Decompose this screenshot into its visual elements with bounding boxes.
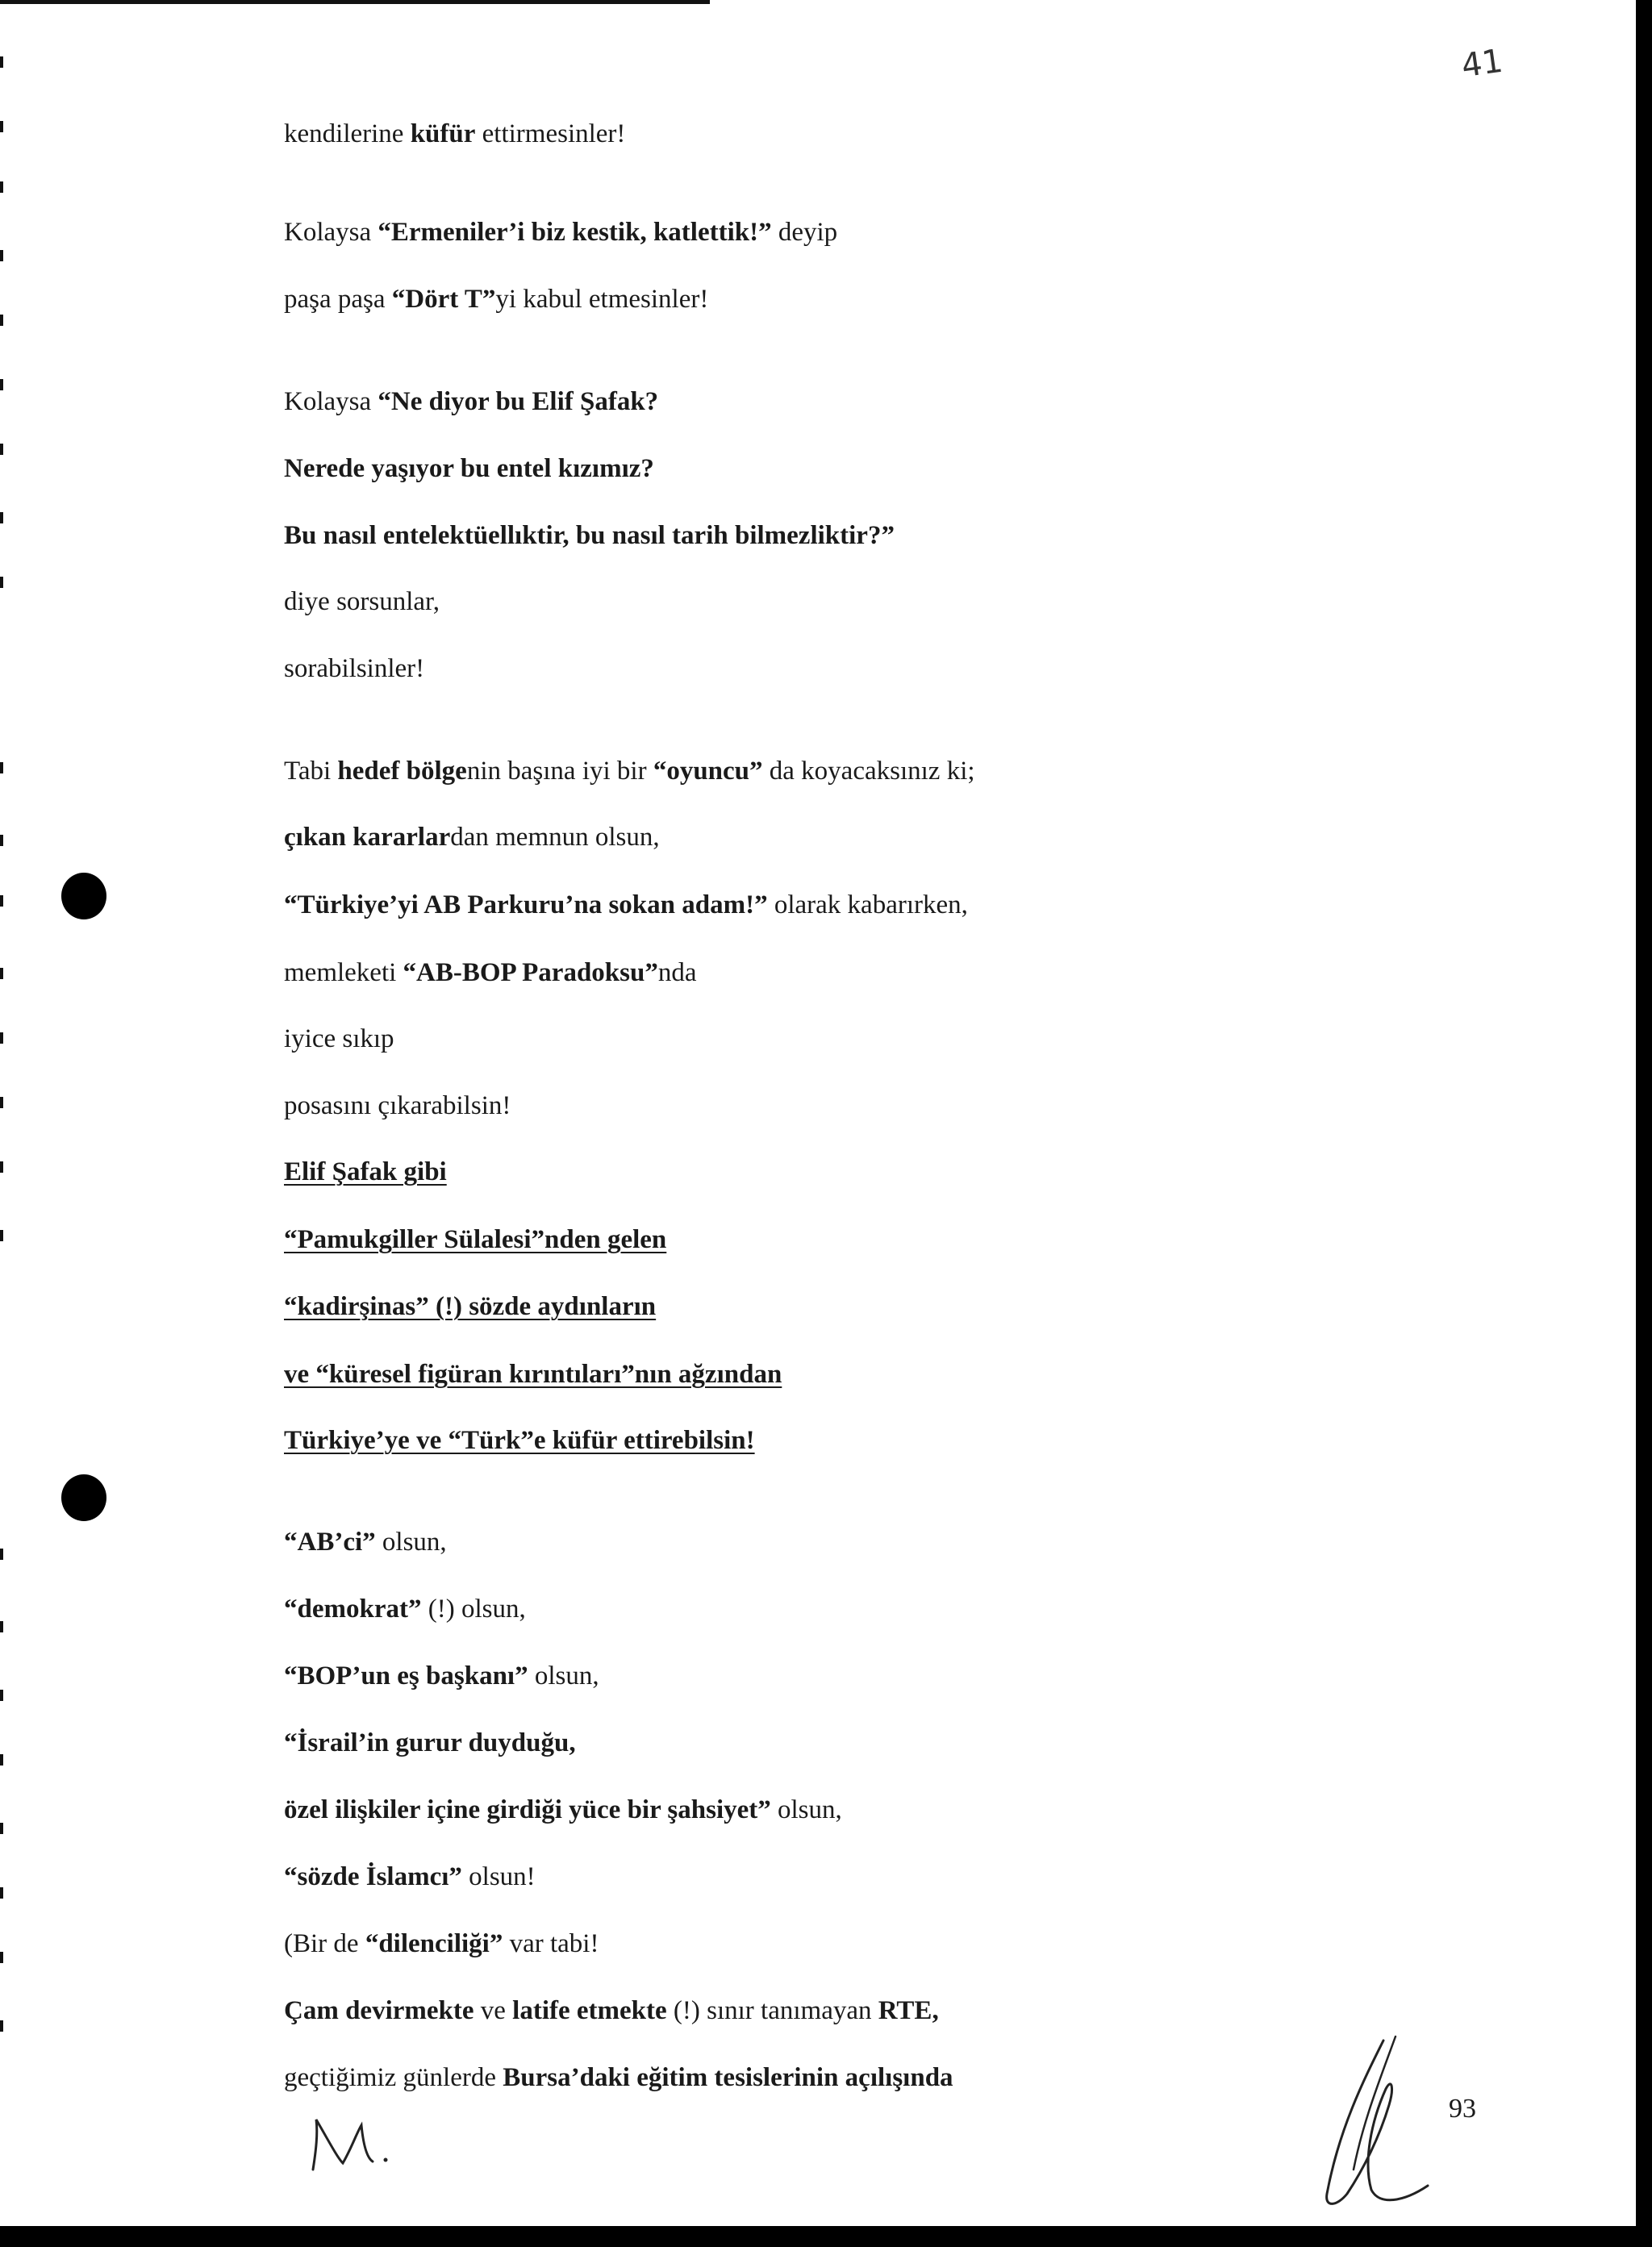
margin-tick <box>0 762 3 773</box>
text-line <box>284 656 424 682</box>
margin-tick <box>0 1621 3 1632</box>
bold-text-segment: küfür <box>410 119 476 148</box>
text-segment: olarak kabarırken, <box>767 890 968 919</box>
bold-text-segment: “oyuncu” <box>653 757 763 786</box>
text-line <box>284 121 625 148</box>
text-line <box>284 1596 526 1623</box>
text-line <box>284 589 440 615</box>
margin-tick <box>0 181 3 193</box>
text-line <box>284 1294 656 1320</box>
margin-tick <box>0 1887 3 1899</box>
bold-text-segment: “BOP’un eş başkanı” <box>284 1661 528 1690</box>
text-line <box>284 1093 511 1119</box>
bold-text-segment: “Türkiye’yi AB Parkuru’na sokan adam!” <box>284 890 768 919</box>
margin-tick <box>0 315 3 326</box>
text-line <box>284 824 660 851</box>
scan-top-border <box>0 0 710 4</box>
bold-text-segment: Türkiye’ye ve “Türk”e küfür ettirebilsin! <box>284 1426 755 1455</box>
text-line <box>284 1663 599 1690</box>
handwritten-signature-icon <box>1315 2032 1436 2218</box>
margin-tick <box>0 1690 3 1701</box>
text-line <box>284 219 837 246</box>
margin-tick <box>0 250 3 261</box>
text-segment: (!) sınır tanımayan <box>666 1996 878 2025</box>
bold-text-segment: “AB-BOP Paradoksu” <box>403 958 658 987</box>
text-line <box>284 1864 536 1891</box>
text-segment: ettirmesinler! <box>475 119 626 148</box>
bold-text-segment: Nerede yaşıyor bu entel kızımız? <box>284 454 654 483</box>
bold-text-segment: “Dört T” <box>391 285 496 314</box>
margin-tick <box>0 1549 3 1560</box>
text-segment: olsun, <box>528 1661 599 1690</box>
text-line <box>284 286 708 313</box>
text-line <box>284 1797 842 1824</box>
bold-text-segment: çıkan kararlar <box>284 823 451 852</box>
bold-text-segment: ve “küresel figüran kırıntıları”nın ağzından <box>284 1360 782 1389</box>
margin-tick <box>0 577 3 588</box>
text-segment: (!) olsun, <box>421 1595 526 1624</box>
bold-text-segment: “Ne diyor bu Elif Şafak? <box>378 387 659 416</box>
text-line <box>284 1159 447 1186</box>
text-line <box>284 1529 447 1556</box>
bold-text-segment: “dilenciliği” <box>365 1929 503 1958</box>
text-line <box>284 456 654 482</box>
bold-text-segment: latife etmekte <box>512 1996 667 2025</box>
handwritten-initials-icon <box>307 2113 395 2178</box>
page-number: 93 <box>1449 2094 1476 2124</box>
margin-tick <box>0 56 3 68</box>
text-line <box>284 1026 394 1053</box>
punch-hole <box>61 873 106 919</box>
text-segment: dan memnun olsun, <box>450 823 660 852</box>
text-segment: nin başına iyi bir <box>466 757 653 786</box>
bold-text-segment: Elif Şafak gibi <box>284 1157 447 1186</box>
bold-text-segment: Bu nasıl entelektüellıktir, bu nasıl tarih bilmezliktir?” <box>284 521 895 550</box>
margin-tick <box>0 968 3 979</box>
text-segment: deyip <box>771 218 838 247</box>
margin-tick <box>0 1823 3 1834</box>
margin-tick <box>0 512 3 523</box>
bold-text-segment: özel ilişkiler içine girdiği yüce bir şahsiyet” <box>284 1795 771 1824</box>
text-segment: Kolaysa <box>284 218 378 247</box>
bold-text-segment: “AB’ci” <box>284 1528 376 1557</box>
text-segment: geçtiğimiz günlerde <box>284 2063 503 2092</box>
bold-text-segment: “sözde İslamcı” <box>284 1862 462 1891</box>
text-segment: olsun! <box>461 1862 536 1891</box>
margin-tick <box>0 1032 3 1044</box>
text-segment: Tabi <box>284 757 338 786</box>
margin-tick <box>0 895 3 907</box>
bold-text-segment: RTE, <box>878 1996 939 2025</box>
text-line <box>284 389 658 415</box>
margin-tick <box>0 2020 3 2032</box>
margin-tick <box>0 1952 3 1963</box>
margin-tick <box>0 1754 3 1766</box>
margin-tick <box>0 444 3 455</box>
text-segment: sorabilsinler! <box>284 654 425 683</box>
text-segment: Kolaysa <box>284 387 378 416</box>
text-segment: diye sorsunlar, <box>284 587 440 616</box>
text-segment: nda <box>657 958 697 987</box>
text-line <box>284 1227 666 1253</box>
margin-tick <box>0 1230 3 1241</box>
bold-text-segment: “Ermeniler’i biz kestik, katlettik!” <box>378 218 772 247</box>
text-segment: kendilerine <box>284 119 411 148</box>
margin-tick <box>0 1097 3 1108</box>
text-line <box>284 1428 755 1454</box>
bold-text-segment: “İsrail’in gurur duyduğu, <box>284 1728 576 1757</box>
handwritten-page-number: 41 <box>1459 42 1505 85</box>
text-segment: (Bir de <box>284 1929 365 1958</box>
text-segment: ve <box>473 1996 513 2025</box>
text-line <box>284 1998 939 2024</box>
text-line <box>284 892 968 919</box>
margin-tick <box>0 121 3 132</box>
text-line <box>284 960 697 986</box>
text-segment: memleketi <box>284 958 403 987</box>
bold-text-segment: “Pamukgiller Sülalesi”nden gelen <box>284 1225 667 1254</box>
punch-hole <box>61 1474 106 1521</box>
bold-text-segment: “demokrat” <box>284 1595 422 1624</box>
bold-text-segment: Çam devirmekte <box>284 1996 474 2025</box>
text-segment: olsun, <box>375 1528 447 1557</box>
text-segment: olsun, <box>770 1795 842 1824</box>
margin-tick <box>0 379 3 390</box>
text-line <box>284 523 895 549</box>
bold-text-segment: hedef bölge <box>337 757 467 786</box>
text-segment: var tabi! <box>503 1929 599 1958</box>
text-line <box>284 758 975 785</box>
text-segment: iyice sıkıp <box>284 1024 394 1053</box>
text-line <box>284 1730 576 1757</box>
margin-tick <box>0 1161 3 1173</box>
text-segment: paşa paşa <box>284 285 392 314</box>
bold-text-segment: Bursa’daki eğitim tesislerinin açılışında <box>503 2063 953 2092</box>
text-line <box>284 2065 953 2091</box>
margin-tick <box>0 835 3 846</box>
text-segment: posasını çıkarabilsin! <box>284 1091 511 1120</box>
bold-text-segment: “kadirşinas” (!) sözde aydınların <box>284 1292 657 1321</box>
text-segment: da koyacaksınız ki; <box>762 757 975 786</box>
text-line <box>284 1931 599 1957</box>
text-line <box>284 1361 782 1388</box>
text-segment: yi kabul etmesinler! <box>495 285 709 314</box>
